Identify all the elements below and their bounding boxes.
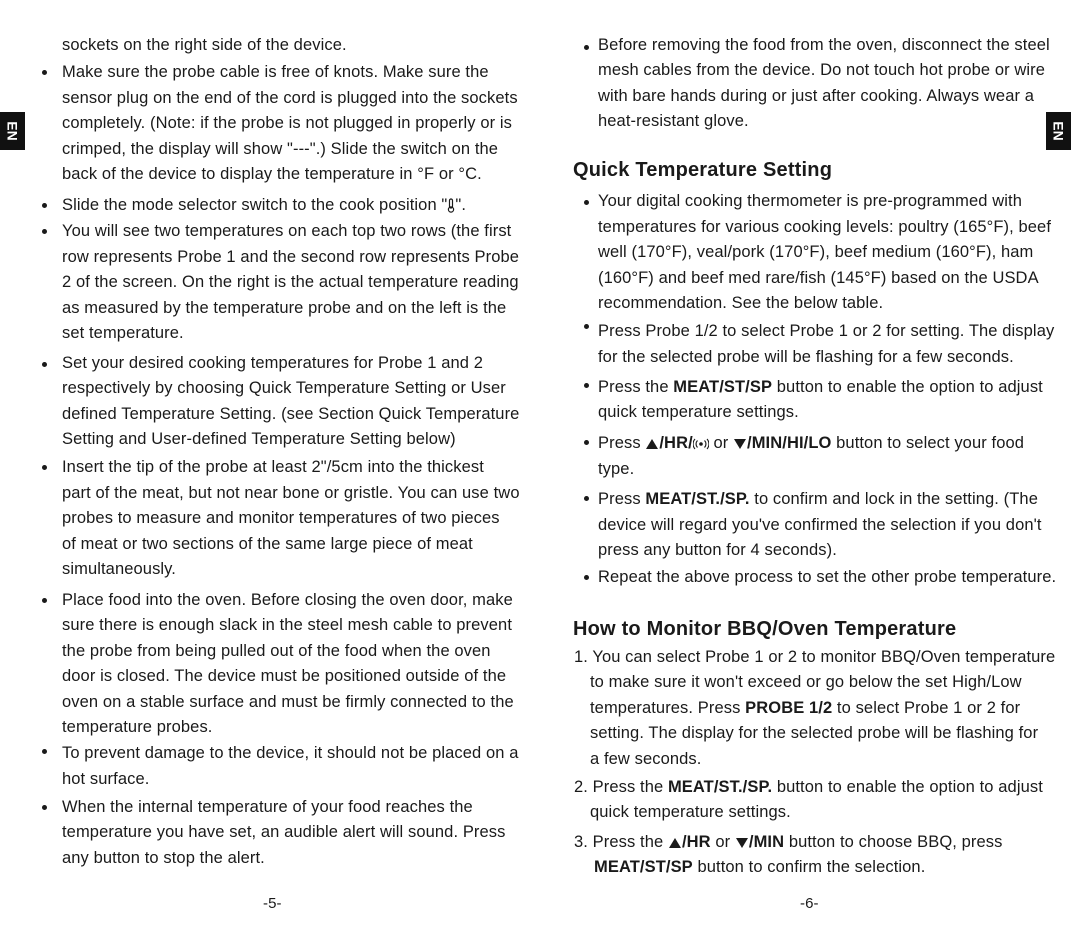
text-line: quick temperature settings. — [590, 803, 791, 821]
text-line: door is closed. The device must be positioned outside of the — [62, 667, 507, 685]
text-line: Before removing the food from the oven, disconnect the steel — [598, 36, 1050, 54]
text-line: press any button for 4 seconds). — [598, 541, 837, 559]
text-line: Set your desired cooking temperatures for Probe 1 and 2 — [62, 354, 483, 372]
text-line: crimped, the display will show "---".) Slide the switch on the — [62, 140, 499, 158]
text-line: Press MEAT/ST./SP. to confirm and lock in the setting. (The — [598, 490, 1038, 508]
text-line: Press the MEAT/ST/SP button to enable the option to adjust — [598, 378, 1043, 396]
bullet — [584, 496, 589, 501]
text-line: sure there is enough slack in the steel mesh cable to prevent — [62, 616, 513, 634]
text-line: temperatures. Press PROBE 1/2 to select Probe 1 or 2 for — [590, 699, 1021, 717]
bullet — [42, 598, 47, 603]
text-line: Repeat the above process to set the other probe temperature. — [598, 568, 1057, 586]
bullet — [42, 203, 47, 208]
text-line: Place food into the oven. Before closing the oven door, make — [62, 591, 513, 609]
text-line: Press Probe 1/2 to select Probe 1 or 2 for setting. The display — [598, 322, 1055, 340]
text-line: oven on a stable surface and must be firmly connected to the — [62, 693, 514, 711]
text-line: back of the device to display the temperature in °F or °C. — [62, 165, 482, 183]
text-line: To prevent damage to the device, it should not be placed on a — [62, 744, 519, 762]
page-number-left: -5- — [263, 895, 282, 912]
bullet — [584, 440, 589, 445]
heading-monitor-bbq-oven-temperature: How to Monitor BBQ/Oven Temperature — [573, 618, 957, 640]
bullet — [42, 465, 47, 470]
text-line: defined Temperature Setting. (see Section Quick Temperature — [62, 405, 520, 423]
text-line: respectively by choosing Quick Temperature Setting or User — [62, 379, 506, 397]
bullet — [584, 45, 589, 50]
bullet — [584, 575, 589, 580]
text-line: 3. Press the /HR or /MIN button to choose BBQ, press — [574, 833, 1003, 851]
text-line: set temperature. — [62, 324, 184, 342]
bullet — [42, 362, 47, 367]
text-line: Setting and User-defined Temperature Setting below) — [62, 430, 456, 448]
bullet — [42, 749, 47, 754]
down-triangle-icon — [735, 837, 749, 849]
text-line: sockets on the right side of the device. — [62, 36, 347, 54]
text-line: (160°F) and beef med rare/fish (145°F) based on the USDA — [598, 269, 1039, 287]
text-line: temperature you have set, an audible alert will sound. Press — [62, 823, 506, 841]
text-line: for the selected probe will be flashing for a few seconds. — [598, 348, 1014, 366]
bullet — [584, 200, 589, 205]
text-line: 2. Press the MEAT/ST./SP. button to enable the option to adjust — [574, 778, 1043, 796]
text-line: You will see two temperatures on each top two rows (the first — [62, 222, 512, 240]
up-triangle-icon — [645, 438, 659, 450]
page-number-right: -6- — [800, 895, 819, 912]
text-line: type. — [598, 460, 635, 478]
text-line: When the internal temperature of your food reaches the — [62, 798, 473, 816]
text-line: the probe from being pulled out of the food when the oven — [62, 642, 491, 660]
text-line: hot surface. — [62, 770, 150, 788]
text-line: heat-resistant glove. — [598, 112, 749, 130]
language-tab-right: EN — [1046, 112, 1071, 150]
text-line: as measured by the temperature probe and on the left is the — [62, 299, 507, 317]
text-line: probes to measure and monitor temperatures of two pieces — [62, 509, 500, 527]
text-line: temperature probes. — [62, 718, 213, 736]
text-line: Slide the mode selector switch to the cook position " ". — [62, 196, 467, 214]
text-line: any button to stop the alert. — [62, 849, 265, 867]
heading-quick-temperature-setting: Quick Temperature Setting — [573, 159, 833, 181]
text-line: 1. You can select Probe 1 or 2 to monitor BBQ/Oven temperature — [574, 648, 1056, 666]
text-line: setting. The display for the selected probe will be flashing for — [590, 724, 1039, 742]
text-line: Make sure the probe cable is free of knots. Make sure the — [62, 63, 489, 81]
text-line: Press /HR/ or /MIN/HI/LO button to select your food — [598, 434, 1025, 452]
text-line: well (170°F), veal/pork (170°F), beef medium (160°F), ham — [598, 243, 1034, 261]
text-line: with bare hands during or just after cooking. Always wear a — [598, 87, 1035, 105]
text-line: MEAT/ST/SP button to confirm the selection. — [594, 858, 926, 876]
text-line: of meat or two sections of the same large piece of meat — [62, 535, 473, 553]
text-line: device will regard you've confirmed the selection if you don't — [598, 516, 1042, 534]
text-line: Your digital cooking thermometer is pre-programmed with — [598, 192, 1022, 210]
text-line: Insert the tip of the probe at least 2"/5cm into the thickest — [62, 458, 484, 476]
bullet — [584, 324, 589, 329]
language-tab-left: EN — [0, 112, 25, 150]
text-line: simultaneously. — [62, 560, 176, 578]
text-line: part of the meat, but not near bone or gristle. You can use two — [62, 484, 520, 502]
text-line: recommendation. See the below table. — [598, 294, 884, 312]
text-line: completely. (Note: if the probe is not plugged in properly or is — [62, 114, 512, 132]
alarm-icon — [693, 438, 709, 450]
text-line: temperatures for various cooking levels: poultry (165°F), beef — [598, 218, 1052, 236]
text-line: row represents Probe 1 and the second row represents Probe — [62, 248, 520, 266]
bullet — [42, 805, 47, 810]
bullet — [42, 70, 47, 75]
down-triangle-icon — [733, 438, 747, 450]
text-line: a few seconds. — [590, 750, 702, 768]
text-line: mesh cables from the device. Do not touch hot probe or wire — [598, 61, 1046, 79]
bullet — [42, 229, 47, 234]
text-line: quick temperature settings. — [598, 403, 799, 421]
text-line: to make sure it won't exceed or go below the set High/Low — [590, 673, 1022, 691]
text-line: sensor plug on the end of the cord is plugged into the sockets — [62, 89, 518, 107]
bullet — [584, 383, 589, 388]
text-line: 2 of the screen. On the right is the actual temperature reading — [62, 273, 519, 291]
up-triangle-icon — [668, 837, 682, 849]
